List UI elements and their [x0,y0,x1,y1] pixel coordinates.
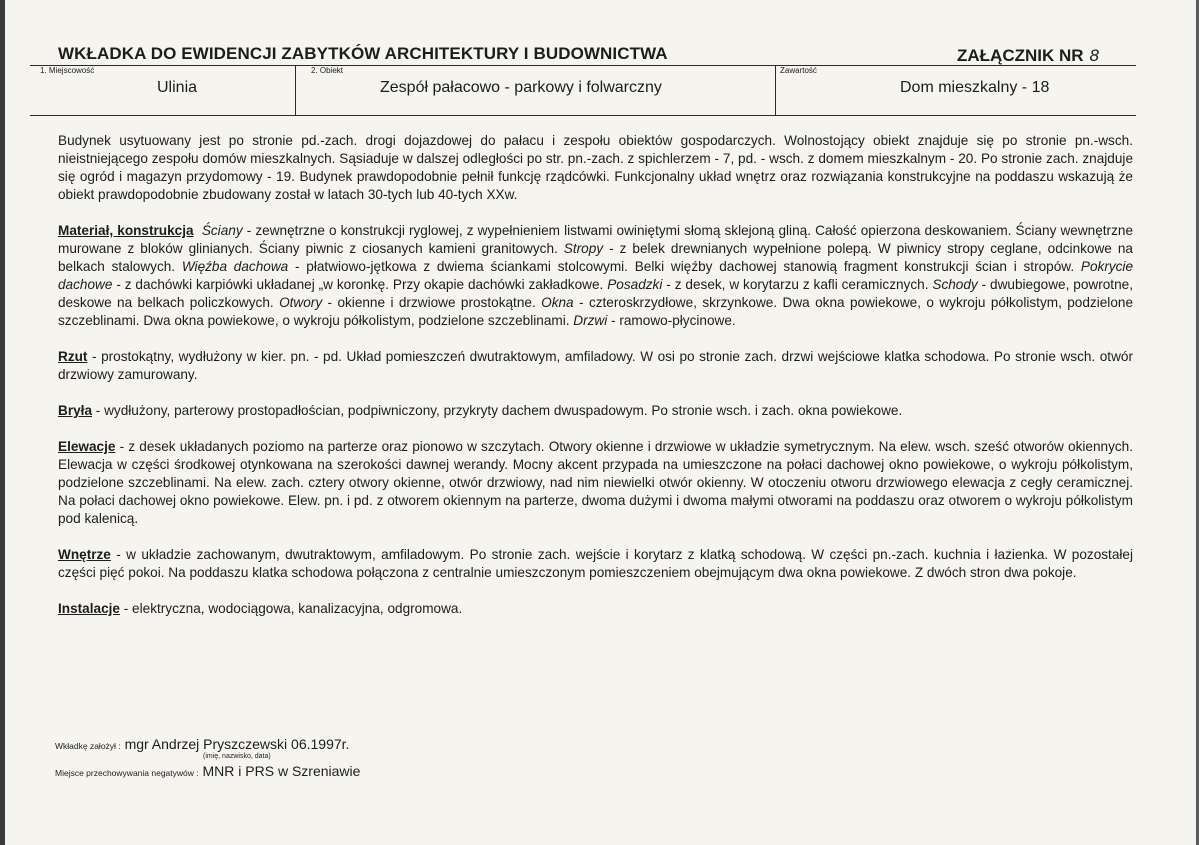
intro-paragraph: Budynek usytuowany jest po stronie pd.-zach. drogi dojazdowej do pałacu i zespołu obiektów gospodarczych. Wolnostojący obiekt znajduje się po stronie pn.-wsch. nieistniejącego zespołu domów mieszkalnych. Sąsiaduje w dalszej odległości po str. pn.-zach. z spichlerzem - 7, pd. - wsch. z domem mieszkalnym - 20. Po stronie zach. znajduje się ogród i magazyn przydomowy - 19. Budynek prawdopodobnie pełnił funkcję rządcówki. Funkcjonalny układ wnętrz oraz rozwiązania konstrukcyjne na poddaszu wskazują że obiekt prawdopodobnie zbudowany został w latach 30-tych lub 40-tych XXw. [58,133,1133,202]
cell-divider [295,66,296,115]
rzut-text: - prostokątny, wydłużony w kier. pn. - pd. Układ pomieszczeń dwutraktowym, amfiladowy. W osi po stronie zach. drzwi wejściowe klatka schodowa. Po stronie wsch. otwór drzwiowy zamurowany. [58,349,1133,382]
founder-line [55,736,349,752]
storage-value: MNR i PRS w Szreniawie [202,763,361,779]
material-paragraph [58,222,1133,330]
material-heading: Materiał, konstrukcja [58,223,194,238]
object-label: 2. Obiekt [311,66,344,75]
storage-label: Miejsce przechowywania negatywów : [55,768,199,778]
material-term: Okna [541,295,574,310]
wnetrze-paragraph [58,546,1133,582]
material-run: - płatwiowo-jętkowa z dwiema ściankami stolcowymi. Belki więźby dachowej stanowią fragment konstrukcji ścian i stropów. [288,259,1081,274]
bryla-heading: Bryła [58,403,93,418]
elewacje-paragraph [58,438,1133,528]
material-run: - z belek drewnianych wypełnione polepą. W piwnicy stropy ceglane, odcinkowe na belkach stalowych. [58,241,1133,274]
header-rule-top [30,65,1136,66]
material-term: Drzwi [573,313,608,328]
rzut-paragraph [58,348,1133,384]
scan-edge-left [0,0,5,845]
header-rule-bottom [30,115,1136,116]
material-term: Stropy [563,241,604,256]
material-term: Więźba dachowa [181,259,289,274]
material-term: Otwory [279,295,323,310]
object-value: Zespół pałacowo - parkowy i folwarczny [380,79,662,96]
cell-divider [775,66,776,115]
material-run: - dwubiegowe, powrotne, deskowe na belkach policzkowych. [58,277,1133,310]
content-value: Dom mieszkalny - 18 [900,79,1050,96]
material-term: Posadzki [607,277,663,292]
material-run: - czteroskrzydłowe, skrzynkowe. Dwa okna powiekowe, o wykroju półkolistym, podzielone szczeblinami. Dwa okna powiekowe, o wykroju półkolistym, podzielone szczeblinami. [58,295,1134,328]
wnetrze-text: - w układzie zachowanym, dwutraktowym, amfiladowym. Po stronie zach. wejście i korytarz z klatką schodową. W części pn.-zach. kuchnia i łazienka. W pozostałej części pięć pokoi. Na poddaszu klatka schodowa połączona z centralnie umieszczonym pomieszczeniem obejmującym dwa okna powiekowe. Z dwóch stron dwa pokoje. [58,547,1133,580]
content-label: Zawartość [780,66,817,75]
elewacje-text: - z desek układanych poziomo na parterze oraz pionowo w szczytach. Otwory okienne i drzwiowe w układzie symetrycznym. Na elew. wsch. sześć otworów okiennych. Elewacja w części środkowej otynkowana na szerokości dawnej werandy. Mocny akcent przypada na umieszczone na połaci dachowej okno powiekowe, o wykroju półkolistym, podzielone szczeblinami. Na elew. zach. cztery otwory okienne, otwór drzwiowy, nad nim niewielki otwór okienny. W otoczeniu otworu drzwiowego elewacja z cegły ceramicznej. Na połaci dachowej okno powiekowe. Elew. pn. i pd. z otworem okiennym na parterze, dwoma dużymi i dwoma małymi otworami na poddaszu oraz otworem o wykroju półkolistym pod kalenicą. [58,439,1133,526]
material-term: Ściany [201,223,243,238]
material-run: - z desek, w korytarzu z kafli ceramicznych. [662,277,933,292]
instalacje-paragraph [58,600,1133,618]
bryla-text: - wydłużony, parterowy prostopadłościan, podpiwniczony, przykryty dachem dwuspadowym. Po stronie wsch. i zach. okna powiekowe. [92,403,903,418]
material-term: Schody [932,277,978,292]
material-term: Pokrycie dachowe [58,259,1134,292]
annex-text: ZAŁĄCZNIK NR [957,46,1084,65]
locality-label: 1. Miejscowość [40,66,95,75]
rzut-heading: Rzut [58,349,88,364]
material-run: - zewnętrzne o konstrukcji ryglowej, z wypełnieniem listwami owiniętymi słomą sklejoną gliną. Całość opierzona deskowaniem. Ściany wewnętrzne murowane z bloków glinianych. Ściany piwnic z ciosanych kamieni granitowych. [58,223,1134,256]
bryla-paragraph [58,402,1133,420]
founder-sub-label: (imię, nazwisko, data) [203,753,271,760]
document-title: WKŁADKA DO EWIDENCJI ZABYTKÓW ARCHITEKTURY I BUDOWNICTWA [58,44,668,63]
locality-value: Ulinia [157,79,198,96]
material-run: - z dachówki karpiówki układanej „w koronkę. Przy okapie dachówki zakładkowe. [112,277,608,292]
storage-line [55,763,360,779]
founder-value: mgr Andrzej Pryszczewski 06.1997r. [124,736,350,752]
wnetrze-heading: Wnętrze [58,547,111,562]
description-body [58,132,1133,636]
elewacje-heading: Elewacje [58,439,116,454]
instalacje-text: - elektryczna, wodociągowa, kanalizacyjna, odgromowa. [119,601,463,616]
founder-label: Wkładkę założył : [55,741,121,751]
annex-number: 8 [1089,46,1100,65]
material-text [58,223,1133,328]
instalacje-heading: Instalacje [58,601,120,616]
material-run: - ramowo-płycinowe. [607,313,736,328]
annex-label [957,46,1099,66]
material-run: - okienne i drzwiowe prostokątne. [322,295,542,310]
